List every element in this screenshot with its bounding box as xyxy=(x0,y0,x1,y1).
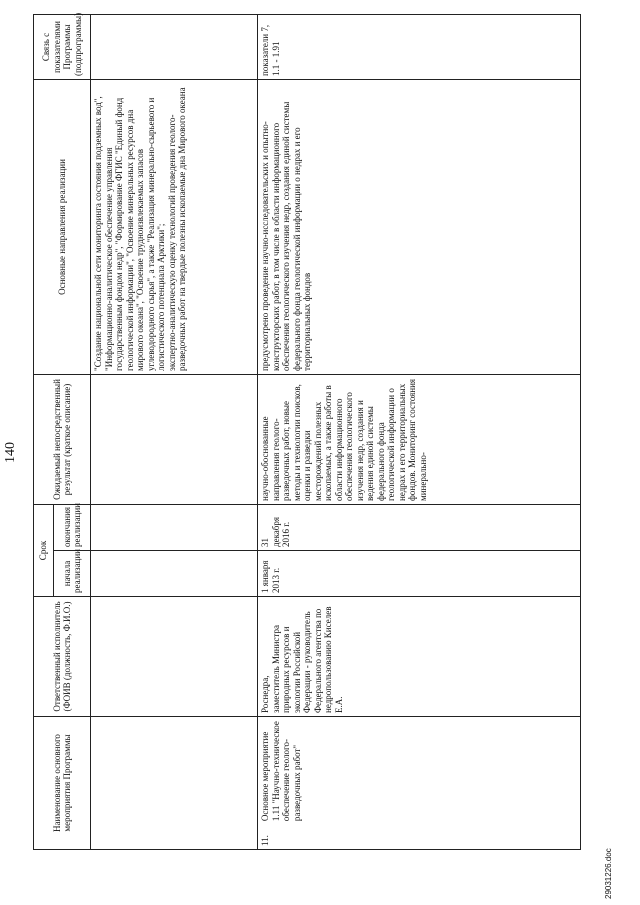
cell-expected-result: научно-обоснованные направления геолого-разведочных работ, новые методы и технологии поисков, оценки и разведки месторождений полезных ископаемых, а также работы в области информационного обеспечения геологического изучения недр, создания и ведения единой системы федерального фонда геологической информации о недрах и его территориальных фондов. Мониторинг состояния минерально- xyxy=(258,374,581,504)
header-responsible-executor: Ответственный исполнитель (ФОИВ (должность, Ф.И.О.) xyxy=(34,597,91,717)
row-number: 11. xyxy=(260,835,270,846)
cell-executor xyxy=(91,597,258,717)
cell-main-directions: "Создание национальной сети мониторинга состояния подземных вод", "Информационно-аналитическое обеспечение управления государственным фондом недр", "Формирование ФГИС "Единый фонд геологической информации", "Освоение минеральных ресурсов дна мирового океана", "Освоение трудноизвлекаемых запасов углеводородного сырья", а также "Реализация минерально-сырьевого и логистического потенциала Арктики"; экспертно-аналитическую оценку технологий проведения геолого-разведочных работ на твердые полезны ископаемые дна Мирового океана xyxy=(91,79,258,374)
cell-main-directions: предусмотрено проведение научно-исследовательских и опытно-конструкторских работ, в том числе в области информационного обеспечения геологического изучения недр, создания единой системы федерального фонда геологической информации о недрах и его территориальных фондов xyxy=(258,79,581,374)
header-indicator-link: Связь с показателями Программы (подпрограммы) xyxy=(34,14,91,79)
table-row xyxy=(91,14,258,849)
activity-name-text: Основное мероприятие 1.11 "Научно-техническое обеспечение геолого-разведочных работ" xyxy=(260,721,302,822)
header-main-directions: Основные направления реализации xyxy=(34,79,91,374)
cell-end-date: 31 декабря 2016 г. xyxy=(258,504,581,550)
header-term-start: начала реализации xyxy=(54,551,91,597)
cell-expected-result xyxy=(91,374,258,504)
cell-executor: Роснедра, заместитель Министра природных ресурсов и экологии Российской Федерации - руководитель Федерального агентства по недропользованию Киселев Е.А. xyxy=(258,597,581,717)
program-activities-table xyxy=(33,14,581,850)
header-activity-name: Наименование основного мероприятия Программы xyxy=(34,717,91,850)
page-number: 140 xyxy=(3,442,18,463)
table-header-row xyxy=(34,14,54,849)
cell-end-date xyxy=(91,504,258,550)
header-expected-result: Ожидаемый непосредственный результат (краткое описание) xyxy=(34,374,91,504)
cell-indicator-link: показатели 7, 1.1 - 1.91 xyxy=(258,14,581,79)
cell-activity-name xyxy=(91,717,258,850)
cell-start-date: 1 января 2013 г. xyxy=(258,551,581,597)
cell-start-date xyxy=(91,551,258,597)
table-row xyxy=(258,14,581,849)
header-term-end: окончания реализации xyxy=(54,504,91,550)
header-term: Срок xyxy=(34,504,54,596)
cell-activity-name xyxy=(258,717,581,850)
document-file-id: 29031226.doc xyxy=(604,848,613,899)
cell-indicator-link xyxy=(91,14,258,79)
